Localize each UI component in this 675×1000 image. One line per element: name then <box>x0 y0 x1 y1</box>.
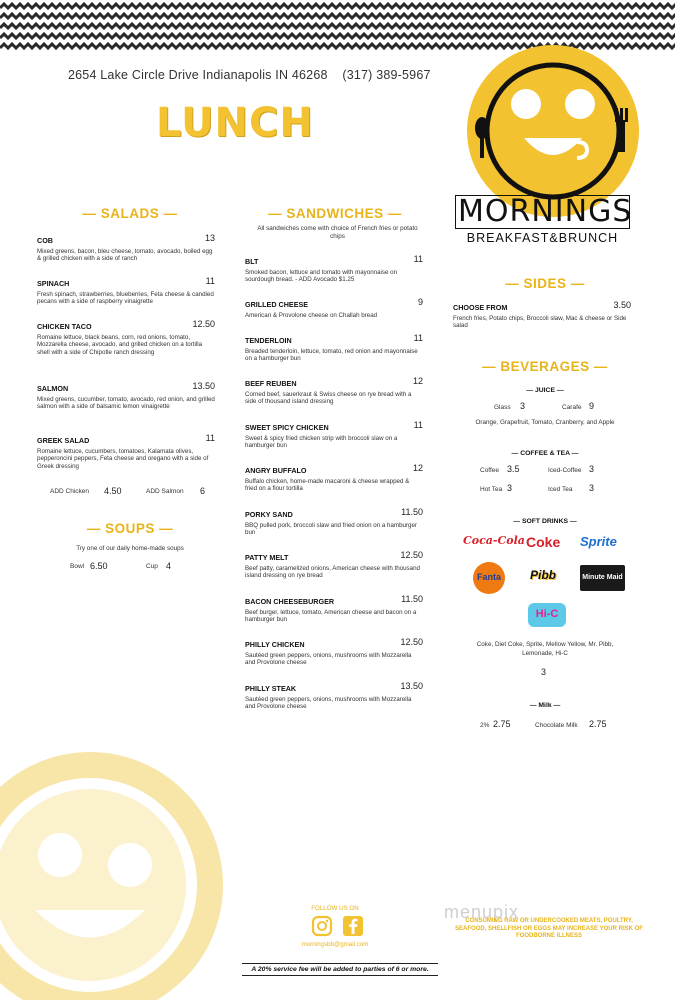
carafe-label: Carafe <box>562 404 582 411</box>
follow-us-label: FOLLOW US ON <box>311 905 359 912</box>
salad-item-name: GREEK SALAD <box>37 436 90 445</box>
sandwich-item-price: 11.50 <box>401 594 423 604</box>
salad-item-name: SALMON <box>37 384 69 393</box>
add-salmon-price: 6 <box>200 486 206 496</box>
sandwich-item-desc: Sautéed green peppers, onions, mushrooms with Mozzarella and Provolone cheese <box>245 651 412 667</box>
carafe-price: 9 <box>589 401 595 411</box>
juice-title: — JUICE — <box>526 387 564 394</box>
brand-name: MORNINGS <box>455 195 630 229</box>
page-title: LUNCH <box>156 100 314 146</box>
juice-flavors: Orange, Grapefruit, Tomato, Cranberry, and Apple <box>475 419 615 426</box>
sandwich-item-desc: Sweet & spicy fried chicken strip with broccoli slaw on a hamburger bun <box>245 434 398 450</box>
sandwich-item-price: 12.50 <box>400 637 423 647</box>
soft-drinks-title: — SOFT DRINKS — <box>513 518 577 525</box>
chevron-row <box>0 14 675 18</box>
sandwich-item-desc: Breaded tenderloin, lettuce, tomato, red onion and mayonnaise on a hamburger bun <box>245 347 418 363</box>
salad-item-desc: Fresh spinach, strawberries, blueberries, Feta cheese & candied pecans with a side of raspberry vinaigrette <box>37 290 214 306</box>
salad-item-desc: Romaine lettuce, black beans, corn, red onions, tomato, Mozzarella cheese, avocado, and grilled chicken on a tortilla shell with a side of Chipotle ranch dressing <box>37 333 203 356</box>
iced-tea-price: 3 <box>589 483 595 493</box>
sandwich-item <box>245 507 423 537</box>
salad-item <box>37 233 215 263</box>
salad-item <box>37 433 215 470</box>
sandwich-item-name: ANGRY BUFFALO <box>245 466 307 475</box>
sandwich-item-price: 11 <box>413 333 423 343</box>
cup-label: Cup <box>146 563 158 570</box>
glass-label: Glass <box>494 404 511 411</box>
salad-item-name: SPINACH <box>37 279 70 288</box>
salad-item-price: 13 <box>204 233 215 243</box>
sandwich-item-desc: Beef burger, lettuce, tomato, American cheese and bacon on a hamburger bun <box>245 608 417 624</box>
sandwich-item-name: GRILLED CHEESE <box>245 300 309 309</box>
sandwich-item <box>245 376 423 406</box>
sandwich-item <box>245 297 423 319</box>
health-warning: CONSUMING RAW OR UNDERCOOKED MEATS, POULTRY, SEAFOOD, SHELLFISH OR EGGS MAY INCREASE YOUR RISK OF FOODBORNE ILLNESS <box>455 918 643 939</box>
sandwich-item-desc: BBQ pulled pork, broccoli slaw and fried onion on a hamburger bun <box>245 521 417 537</box>
bowl-label: Bowl <box>70 563 85 570</box>
coffee-label: Coffee <box>480 467 500 474</box>
coke-logo: Coke <box>526 534 561 550</box>
cup-price: 4 <box>166 561 172 571</box>
sides-title: — SIDES — <box>505 276 585 291</box>
brand-wordmark <box>455 194 633 245</box>
sandwich-item-desc: Beef patty, caramelized onions, American cheese with thousand island dressing on rye bread <box>245 564 420 580</box>
sandwich-item-name: PATTY MELT <box>245 553 289 562</box>
salad-item-desc: Mixed greens, cucumber, tomato, avocado, red onion, and grilled salmon with a side of balsamic lemon vinaigrette <box>37 395 215 411</box>
decorative-smiley-watermark <box>0 735 240 1000</box>
add-chicken-label: ADD Chicken <box>50 488 90 495</box>
watermark: menupix <box>444 902 520 922</box>
sandwich-item <box>245 594 423 624</box>
chevron-row <box>0 4 675 8</box>
salad-item <box>37 319 215 356</box>
sandwich-item <box>245 333 423 363</box>
iced-coffee-label: Iced-Coffee <box>548 467 582 474</box>
hi-c-logo-text: Hi-C <box>535 608 559 620</box>
salad-item-name: COB <box>37 236 53 245</box>
chocolate-milk-price: 2.75 <box>589 719 607 729</box>
sandwich-item-desc: Sautéed green peppers, onions, mushrooms with Mozzarella and Provolone cheese <box>245 695 412 711</box>
sandwich-item-name: TENDERLOIN <box>245 336 292 345</box>
soups-note: Try one of our daily home-made soups <box>76 545 184 552</box>
sprite-logo: Sprite <box>580 534 617 549</box>
salad-item-name: CHICKEN TACO <box>37 322 92 331</box>
sandwiches-note: All sandwiches come with choice of French fries or potato chips <box>257 225 418 240</box>
salad-item-desc: Mixed greens, bacon, bleu cheese, tomato, avocado, boiled egg & grilled chicken with a side of ranch <box>37 247 213 263</box>
sandwich-item-desc: Smoked bacon, lettuce and tomato with mayonnaise on sourdough bread. - ADD Avocado $1.25 <box>245 268 398 284</box>
sandwich-item <box>245 420 423 450</box>
sandwich-item-name: SWEET SPICY CHICKEN <box>245 423 329 432</box>
phone: (317) 389-5967 <box>342 68 431 82</box>
minute-maid-logo-text: Minute Maid <box>582 574 623 581</box>
coffee-price: 3.5 <box>507 464 520 474</box>
milk-2-label: 2% <box>480 722 490 729</box>
address: 2654 Lake Circle Drive Indianapolis IN 46268 <box>68 68 328 82</box>
salad-item-price: 11 <box>205 433 215 443</box>
sandwich-item-price: 11 <box>413 420 423 430</box>
sandwich-item <box>245 254 423 284</box>
sandwich-item-name: BACON CHEESEBURGER <box>245 597 335 606</box>
sandwich-item-name: PHILLY CHICKEN <box>245 640 305 649</box>
add-salmon-label: ADD Salmon <box>146 488 184 495</box>
glass-price: 3 <box>520 401 526 411</box>
hot-tea-label: Hot Tea <box>480 486 503 493</box>
sandwich-item <box>245 550 423 580</box>
fanta-logo-text: Fanta <box>476 572 501 582</box>
bowl-price: 6.50 <box>90 561 108 571</box>
iced-tea-label: Iced Tea <box>548 486 573 493</box>
sandwich-item <box>245 681 423 711</box>
sandwich-item-name: BLT <box>245 257 259 266</box>
sandwich-item-price: 13.50 <box>400 681 423 691</box>
instagram-icon[interactable] <box>311 915 333 937</box>
fanta-logo <box>473 562 505 594</box>
service-fee-note: A 20% service fee will be added to parties of 6 or more. <box>242 963 438 976</box>
add-chicken-price: 4.50 <box>104 486 122 496</box>
sides-item-desc: French fries, Potato chips, Broccoli slaw, Mac & cheese or Side salad <box>453 314 627 330</box>
email-address[interactable]: morningsbb@gmail.com <box>301 941 369 948</box>
chevron-row <box>0 24 675 28</box>
pibb-logo: Pibb <box>530 568 556 582</box>
hot-tea-price: 3 <box>507 483 513 493</box>
sandwich-item-price: 11 <box>413 254 423 264</box>
sandwich-item-name: BEEF REUBEN <box>245 379 297 388</box>
sandwich-item-price: 12.50 <box>400 550 423 560</box>
sandwich-item-desc: Corned beef, sauerkraut & Swiss cheese on rye bread with a side of thousand island dressing <box>245 390 412 406</box>
iced-coffee-price: 3 <box>589 464 595 474</box>
address-line <box>68 68 431 82</box>
chocolate-milk-label: Chocolate Milk <box>535 722 578 729</box>
sandwich-item <box>245 463 423 493</box>
sides-item-price: 3.50 <box>613 300 631 310</box>
sandwich-item-price: 11.50 <box>401 507 423 517</box>
sandwich-item-price: 12 <box>412 376 423 386</box>
facebook-icon[interactable] <box>342 915 364 937</box>
salad-item-price: 13.50 <box>192 381 215 391</box>
sandwich-item-name: PORKY SAND <box>245 510 293 519</box>
soups-title: — SOUPS — <box>86 521 174 536</box>
chevron-row <box>0 34 675 38</box>
milk-2-price: 2.75 <box>493 719 511 729</box>
coca-cola-logo: Coca-Cola <box>463 534 525 547</box>
salads-title: — SALADS — <box>82 206 178 221</box>
sandwich-item-price: 9 <box>417 297 423 307</box>
sandwiches-title: — SANDWICHES — <box>268 206 402 221</box>
salad-item <box>37 276 215 306</box>
sides-item-name: CHOOSE FROM <box>453 303 508 312</box>
brand-tagline: BREAKFAST&BRUNCH <box>466 231 619 245</box>
soft-drinks-list: Coke, Diet Coke, Sprite, Mellow Yellow, Mr. Pibb, Lemonade, Hi-C <box>476 641 614 657</box>
soft-drinks-price: 3 <box>541 667 547 677</box>
salad-item <box>37 381 215 411</box>
milk-title: — Milk — <box>529 702 561 709</box>
salad-item-desc: Romaine lettuce, cucumbers, tomatoes, Kalamata olives, pepperoncini peppers, Feta cheese and oregano with a side of Greek dressing <box>37 447 209 470</box>
sandwich-item-desc: American & Provolone cheese on Challah bread <box>245 311 378 319</box>
beverages-title: — BEVERAGES — <box>482 359 608 374</box>
sandwich-item <box>245 637 423 667</box>
hi-c-logo <box>528 603 566 627</box>
salad-item-price: 11 <box>205 276 215 286</box>
coffee-tea-title: — COFFEE & TEA — <box>511 450 579 457</box>
sandwich-item-price: 12 <box>412 463 423 473</box>
sides-item <box>453 300 631 330</box>
minute-maid-logo <box>580 565 625 591</box>
salad-item-price: 12.50 <box>192 319 215 329</box>
sandwich-item-desc: Buffalo chicken, home-made macaroni & cheese wrapped & fried on a flour tortilla <box>245 477 410 493</box>
sandwich-item-name: PHILLY STEAK <box>245 684 297 693</box>
